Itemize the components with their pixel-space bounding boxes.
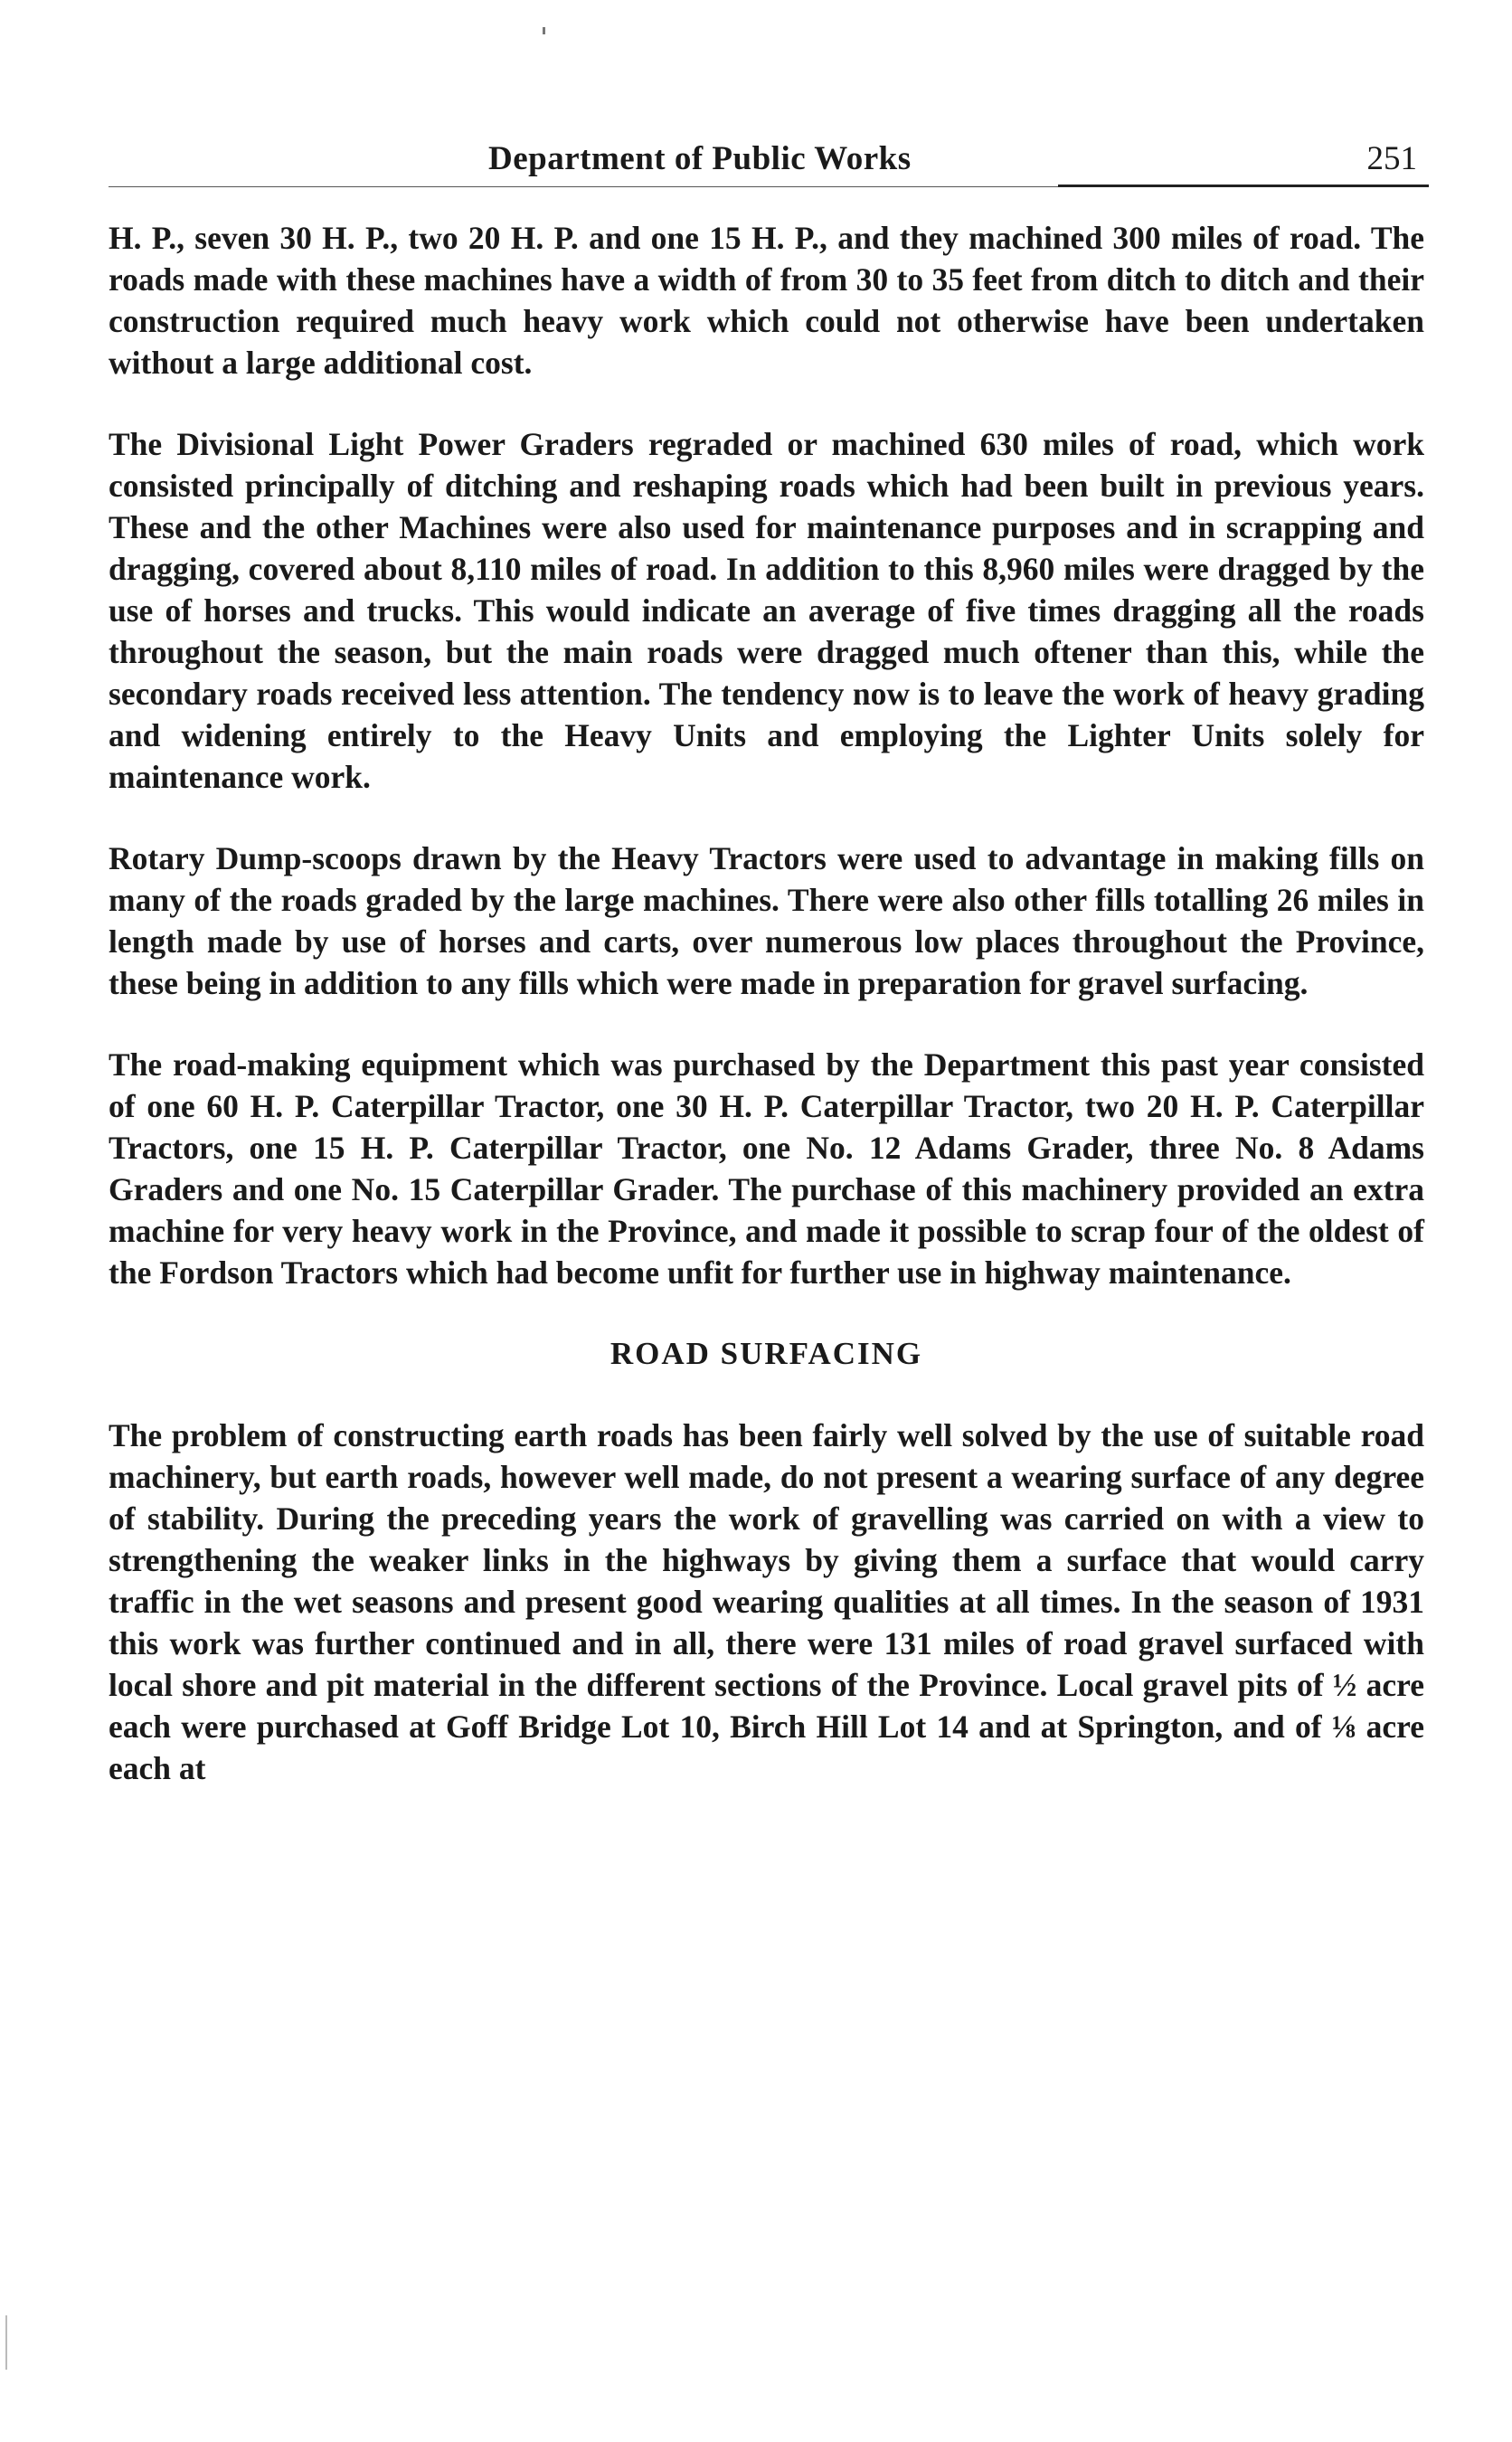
- page-header: [109, 136, 1424, 190]
- page-body: [109, 217, 1424, 1789]
- paragraph-4: The road-making equipment which was purchased by the Department this past year consisted of one 60 H. P. Caterpillar Tractor, one 30 H. P. Caterpillar Tractor, two 20 H. P. Caterpillar Tractors, one 15 H. P. Caterpillar Tractor, one No. 12 Adams Grader, three No. 8 Adams Graders and one No. 15 Caterpillar Grader. The purchase of this machinery provided an extra machine for very heavy work in the Province, and made it possible to scrap four of the oldest of the Fordson Tractors which had become unfit for further use in highway maintenance.: [109, 1046, 1424, 1291]
- running-head: Department of Public Works: [488, 140, 912, 177]
- paragraph-5: The problem of constructing earth roads has been fairly well solved by the use of suitable road machinery, but earth roads, however well made, do not present a wearing surface of any degree of stability. During the preceding years the work of gravelling was carried on with a view to strengthening the weaker links in the highways by giving them a surface that would carry traffic in the wet seasons and present good wearing qualities at all times. In the season of 1931 this work was further continued and in all, there were 131 miles of road gravel surfaced with local shore and pit material in the different sections of the Province. Local gravel pits of ½ acre each were purchased at Goff Bridge Lot 10, Birch Hill Lot 14 and at Springton, and of ⅛ acre each at: [109, 1417, 1424, 1786]
- paragraph-3: Rotary Dump-scoops drawn by the Heavy Tractors were used to advantage in making fills on many of the roads graded by the large machines. There were also other fills totalling 26 miles in length made by use of horses and carts, over numerous low places throughout the Province, these being in addition to any fills which were made in preparation for gravel surfacing.: [109, 840, 1424, 1001]
- paragraph-2: The Divisional Light Power Graders regraded or machined 630 miles of road, which work consisted principally of ditching and reshaping roads which had been built in previous years. These and the other Machines were also used for maintenance purposes and in scrapping and dragging, covered about 8,110 miles of road. In addition to this 8,960 miles were dragged by the use of horses and trucks. This would indicate an average of five times dragging all the roads throughout the season, but the main roads were dragged much oftener than this, while the secondary roads received less attention. The tendency now is to leave the work of heavy grading and widening entirely to the Heavy Units and employing the Lighter Units solely for maintenance work.: [109, 426, 1424, 795]
- paragraph-1: H. P., seven 30 H. P., two 20 H. P. and one 15 H. P., and they machined 300 miles of road. The roads made with these machines have a width of from 30 to 35 feet from ditch to ditch and their construction required much heavy work which could not otherwise have been undertaken without a large additional cost.: [109, 220, 1424, 381]
- header-rule-thick: [1058, 185, 1429, 187]
- section-heading: ROAD SURFACING: [610, 1336, 923, 1371]
- scan-speck: [543, 27, 545, 34]
- page-number: 251: [1366, 140, 1417, 177]
- scan-edge-mark: [5, 2315, 7, 2370]
- header-rule: [109, 186, 1058, 187]
